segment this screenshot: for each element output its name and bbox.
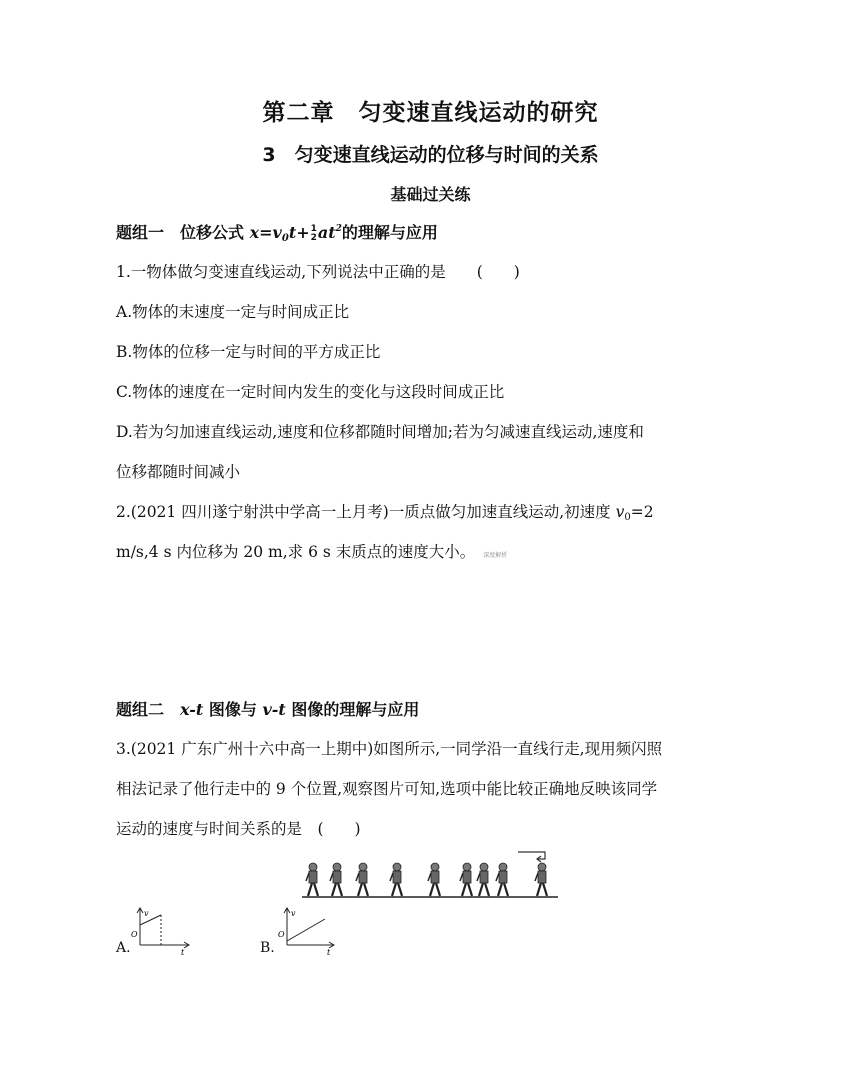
chapter-title: 第二章 匀变速直线运动的研究 (262, 100, 599, 126)
q2-line2: m/s,4 s 内位移为 20 m,求 6 s 末质点的速度大小。 深度解析 (116, 543, 508, 561)
q1-stem: 1.一物体做匀变速直线运动,下列说法中正确的是 ( ) (116, 263, 520, 281)
q2-line1: 2.(2021 四川遂宁射洪中学高一上月考)一质点做匀加速直线运动,初速度 $v_0=2$ (116, 503, 654, 523)
sub-title: 基础过关练 (390, 185, 471, 204)
walker-silhouette (460, 863, 472, 896)
walker-silhouette (390, 863, 402, 896)
option-b-label: B. (260, 940, 275, 956)
option-a-axis-t: t (181, 948, 185, 957)
walker-silhouette (330, 863, 342, 896)
analysis-tag: 深度解析 (483, 552, 508, 559)
strobe-walker-figure (300, 845, 562, 900)
option-b-axis-t: t (327, 948, 331, 957)
q3-line2: 相法记录了他行走中的 9 个位置,观察图片可知,选项中能比较正确地反映该同学 (116, 780, 658, 798)
q1-option-a: A.物体的末速度一定与时间成正比 (116, 303, 350, 321)
q3-line1: 3.(2021 广东广州十六中高一上期中)如图所示,一同学沿一直线行走,现用频闪照 (116, 740, 663, 758)
q3-line3: 运动的速度与时间关系的是 ( ) (116, 820, 361, 838)
option-a-label: A. (116, 940, 131, 956)
q1-option-b: B.物体的位移一定与时间的平方成正比 (116, 343, 381, 361)
option-a-origin: O (131, 930, 138, 939)
group2-heading: 题组二 x-t 图像与 v-t 图像的理解与应用 (116, 700, 420, 719)
section-title: 3 匀变速直线运动的位移与时间的关系 (262, 144, 599, 166)
walker-silhouette (306, 863, 318, 896)
walker-silhouette (496, 863, 508, 896)
group1-heading: 题组一 位移公式 $x=v_0t+$ 1 2 $at^2$的理解与应用 (116, 223, 438, 244)
q1-option-d-line1: D.若为匀加速直线运动,速度和位移都随时间增加;若为匀减速直线运动,速度和 (116, 423, 644, 441)
walker-silhouette (428, 863, 440, 896)
walker-silhouette (477, 863, 489, 896)
option-b-axis-v: v (291, 909, 296, 918)
walker-silhouette (535, 863, 547, 896)
option-b-graph (275, 905, 343, 957)
walker-silhouette (356, 863, 368, 896)
q1-option-c: C.物体的速度在一定时间内发生的变化与这段时间成正比 (116, 383, 505, 401)
option-a-axis-v: v (144, 909, 149, 918)
option-a-graph (128, 905, 196, 957)
q1-option-d-line2: 位移都随时间减小 (116, 463, 241, 481)
option-b-origin: O (278, 930, 285, 939)
